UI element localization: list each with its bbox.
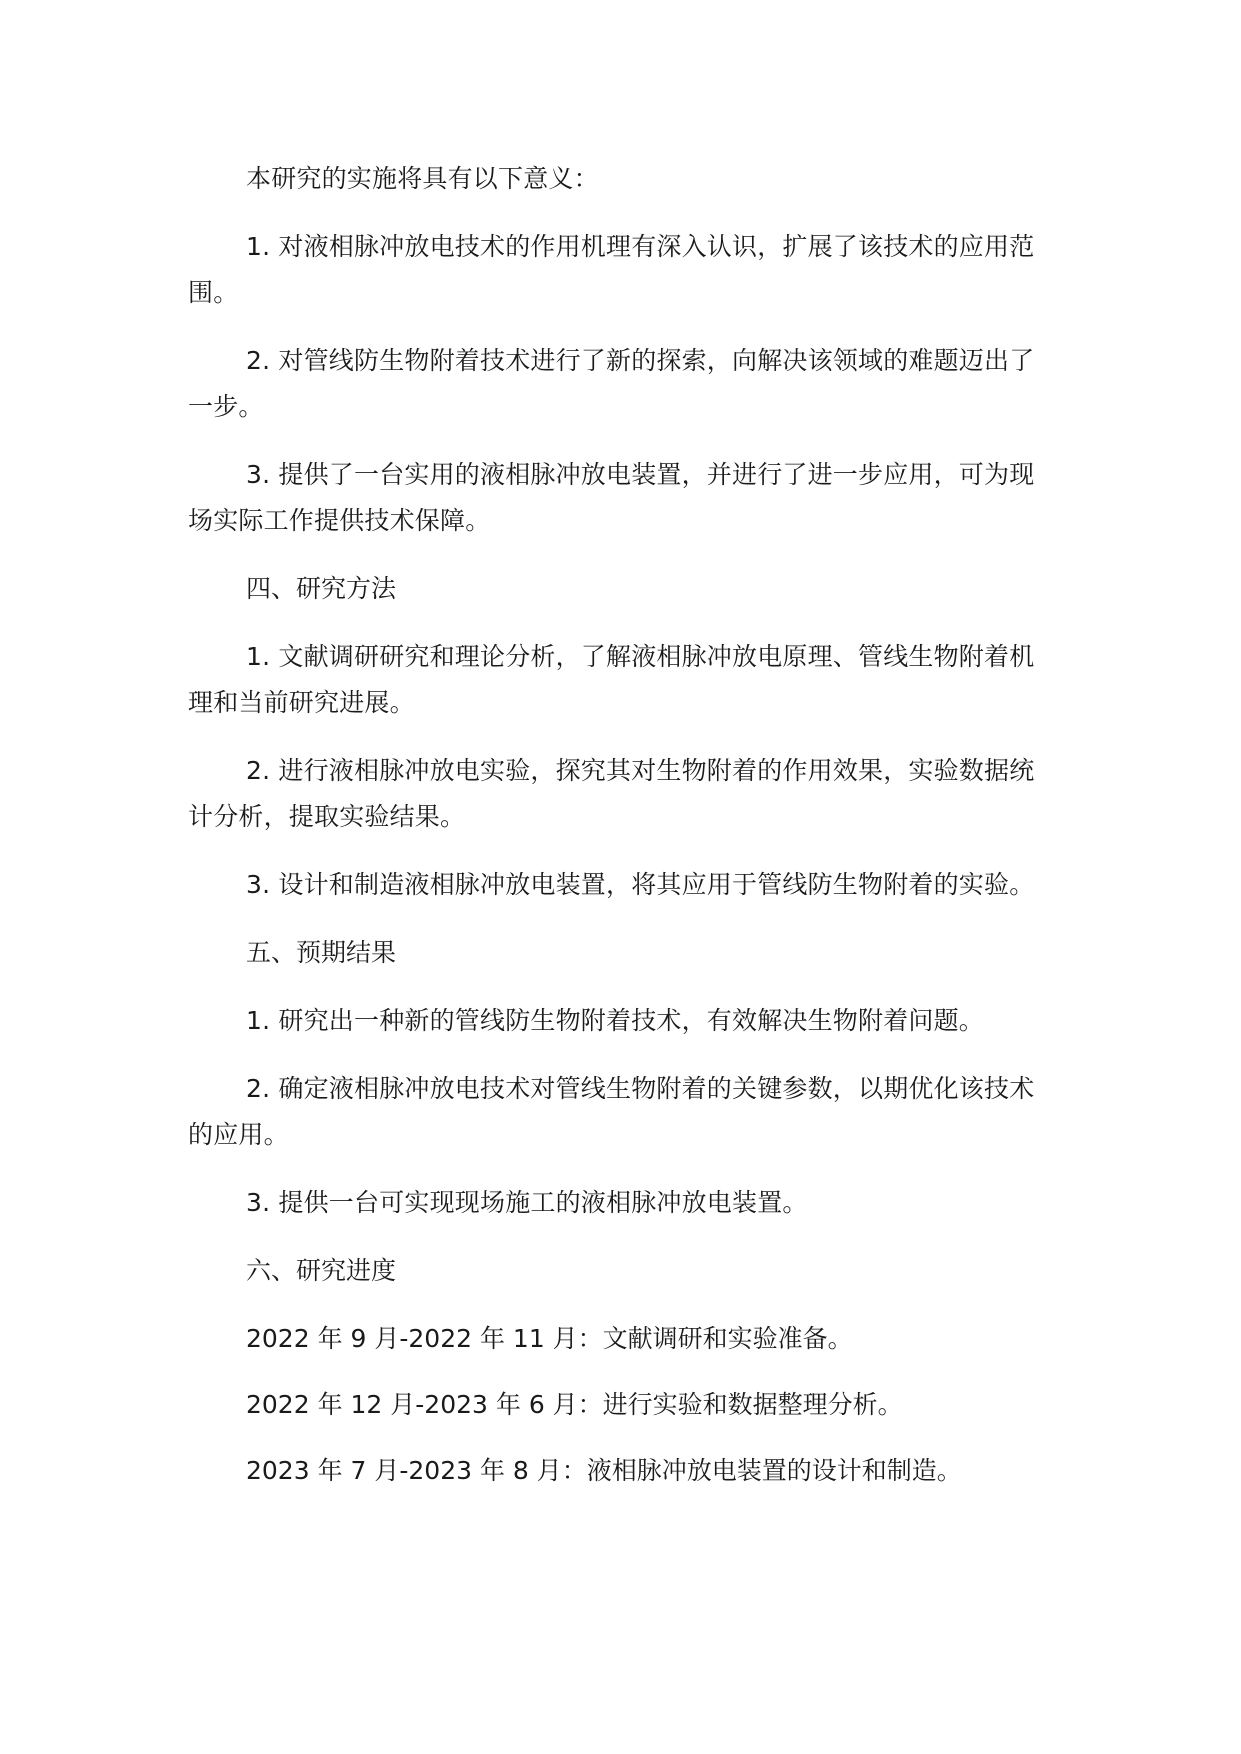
progress-item-2: 2022 年 12 月-2023 年 6 月：进行实验和数据整理分析。 bbox=[246, 1390, 903, 1419]
progress-item-1: 2022 年 9 月-2022 年 11 月：文献调研和实验准备。 bbox=[246, 1324, 853, 1353]
progress-item-3: 2023 年 7 月-2023 年 8 月：液相脉冲放电装置的设计和制造。 bbox=[246, 1456, 962, 1485]
intro-paragraph: 本研究的实施将具有以下意义： bbox=[246, 164, 599, 193]
results-heading: 五、预期结果 bbox=[246, 938, 397, 967]
significance-item-2: 2. 对管线防生物附着技术进行了新的探索，向解决该领域的难题迈出了一步。 bbox=[188, 346, 1035, 421]
results-item-3: 3. 提供一台可实现现场施工的液相脉冲放电装置。 bbox=[246, 1188, 808, 1217]
progress-heading: 六、研究进度 bbox=[246, 1256, 397, 1285]
results-item-2: 2. 确定液相脉冲放电技术对管线生物附着的关键参数，以期优化该技术的应用。 bbox=[188, 1074, 1035, 1149]
methods-item-3: 3. 设计和制造液相脉冲放电装置，将其应用于管线防生物附着的实验。 bbox=[246, 870, 1035, 899]
methods-heading: 四、研究方法 bbox=[246, 574, 397, 603]
methods-item-2: 2. 进行液相脉冲放电实验，探究其对生物附着的作用效果，实验数据统计分析，提取实验结果。 bbox=[188, 756, 1035, 831]
significance-item-1: 1. 对液相脉冲放电技术的作用机理有深入认识，扩展了该技术的应用范围。 bbox=[188, 232, 1035, 307]
results-item-1: 1. 研究出一种新的管线防生物附着技术，有效解决生物附着问题。 bbox=[246, 1006, 985, 1035]
methods-item-1: 1. 文献调研研究和理论分析，了解液相脉冲放电原理、管线生物附着机理和当前研究进展。 bbox=[188, 642, 1035, 717]
document-body bbox=[188, 156, 1046, 1514]
significance-item-3: 3. 提供了一台实用的液相脉冲放电装置，并进行了进一步应用，可为现场实际工作提供技术保障。 bbox=[188, 460, 1035, 535]
